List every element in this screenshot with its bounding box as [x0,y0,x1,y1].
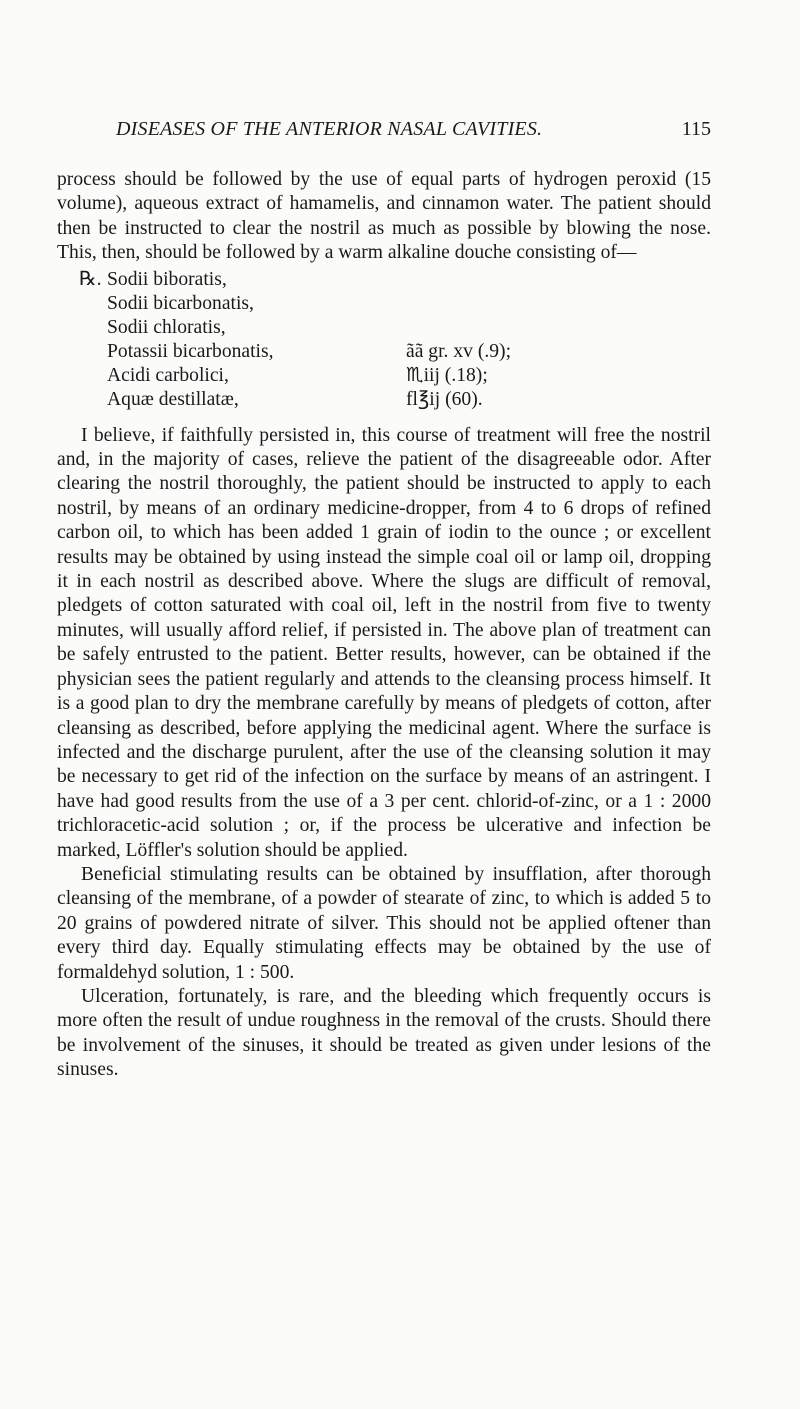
prescription-line [57,364,711,388]
prescription-line [57,340,711,364]
running-head [116,118,711,144]
prescription-ingredient: Potassii bicarbonatis, [107,340,274,362]
running-title: DISEASES OF THE ANTERIOR NASAL CAVITIES. [116,118,543,140]
prescription-ingredient: Aquæ destillatæ, [107,388,239,410]
body-text [57,168,711,1083]
prescription-line [57,292,711,316]
prescription-line [57,316,711,340]
prescription-quantity: fl℥ij (60). [406,388,483,410]
prescription [57,268,711,418]
prescription-line [57,388,711,412]
prescription-ingredient: Sodii bicarbonatis, [107,292,254,314]
prescription-ingredient: Sodii biboratis, [107,268,227,290]
paragraph-insufflation: Beneficial stimulating results can be obtained by insufflation, after thorough cleansing of the membrane, of a powder of stearate of zinc, to which is added 5 to 20 grains of powdered nitrate of silver. This should not be applied oftener than every third day. Equally stimulating effects may be obtained by the use of formaldehyd solution, 1 : 500. [57,863,711,983]
prescription-quantity: ãã gr. xv (.9); [406,340,512,362]
prescription-quantity: ♏︎iij (.18); [406,364,488,386]
paragraph-ulceration: Ulceration, fortunately, is rare, and the bleeding which frequently occurs is more often the result of undue roughness in the removal of the crusts. Should there be involvement of the sinuses, it should be treated as given under lesions of the sinuses. [57,985,711,1081]
intro-paragraph: process should be followed by the use of equal parts of hydrogen peroxid (15 volume), aqueous extract of hamamelis, and cinnamon water. The patient should then be instructed to clear the nostril as much as possible by blowing the nose. This, then, should be followed by a warm alkaline douche consisting of— [57,169,711,264]
paragraph-treatment: I believe, if faithfully persisted in, this course of treatment will free the nostril and, in the majority of cases, relieve the patient of the disagreeable odor. After clearing the nostril thoroughly, the patient should be instructed to apply to each nostril, by means of an ordinary medicine-dropper, from 4 to 6 drops of refined carbon oil, to which has been added 1 grain of iodin to the ounce ; or excellent results may be obtained by using instead the simple coal oil or lamp oil, dropping it in each nostril as described above. Where the slugs are difficult of removal, pledgets of cotton saturated with coal oil, left in the nostril from five to twenty minutes, will usually afford relief, if persisted in. The above plan of treatment can be safely entrusted to the patient. Better results, however, can be obtained if the physician sees the patient regularly and attends to the cleansing process himself. It is a good plan to dry the membrane carefully by means of pledgets of cotton, after cleansing as described, before applying the medicinal agent. Where the surface is infected and the discharge purulent, after the use of the cleansing solution it may be necessary to get rid of the infection on the surface by means of an astringent. I have had good results from the use of a 3 per cent. chlorid-of-zinc, or a 1 : 2000 trichloracetic-acid solution ; or, if the process be ulcerative and infection be marked, Löffler's solution should be applied. [57,424,711,861]
recipe-symbol: ℞. [79,268,102,290]
page-number: 115 [681,118,711,140]
prescription-line [57,268,711,292]
prescription-ingredient: Acidi carbolici, [107,364,229,386]
prescription-ingredient: Sodii chloratis, [107,316,226,338]
